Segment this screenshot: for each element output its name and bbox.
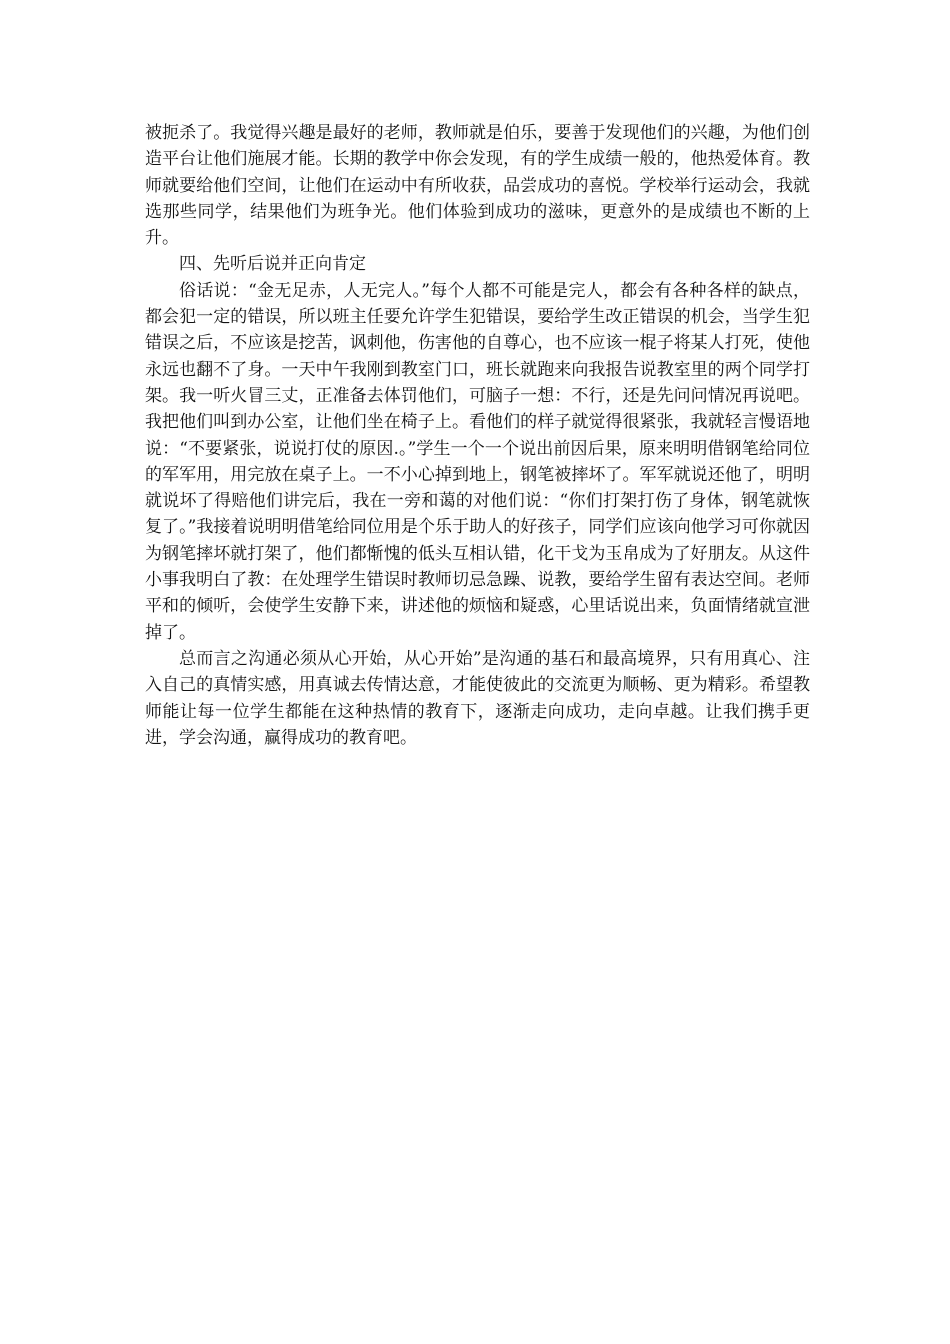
- section-heading-4: 四、先听后说并正向肯定: [179, 254, 366, 275]
- document-body: [145, 120, 810, 751]
- paragraph-conclusion: 总而言之沟通必须从心开始，从心开始”是沟通的基石和最高境界，只有用真心、注入自己的真情实感，用真诚去传情达意，才能使彼此的交流更为顺畅、更为精彩。希望教师能让每一位学生都能在这种热情的教育下，逐渐走向成功，走向卓越。让我们携手更进，学会沟通，赢得成功的教育吧。: [145, 648, 810, 748]
- paragraph-listen-first: 俗话说：“金无足赤，人无完人。”每个人都不可能是完人，都会有各种各样的缺点，都会犯一定的错误，所以班主任要允许学生犯错误，要给学生改正错误的机会，当学生犯错误之后，不应该是挖苦，讽刺他，伤害他的自尊心，也不应该一棍子将某人打死，使他永远也翻不了身。一天中午我刚到教室门口，班长就跑来向我报告说教室里的两个同学打架。我一听火冒三丈，正准备去体罚他们，可脑子一想：不行，还是先问问情况再说吧。我把他们叫到办公室，让他们坐在椅子上。看他们的样子就觉得很紧张，我就轻言慢语地说：“不要紧张，说说打仗的原因.。”学生一个一个说出前因后果，原来明明借钢笔给同位的军军用，用完放在桌子上。一不小心掉到地上，钢笔被摔坏了。军军就说还他了，明明就说坏了得赔他们讲完后，我在一旁和蔼的对他们说：“你们打架打伤了身体，钢笔就恢复了。”我接着说明明借笔给同位用是个乐于助人的好孩子，同学们应该向他学习可你就因为钢笔摔坏就打架了，他们都惭愧的低头互相认错，化干戈为玉帛成为了好朋友。从这件小事我明白了教：在处理学生错误时教师切忌急躁、说教，要给学生留有表达空间。老师平和的倾听，会使学生安静下来，讲述他的烦恼和疑惑，心里话说出来，负面情绪就宣泄掉了。: [145, 280, 810, 643]
- paragraph-interest-continuation: 被扼杀了。我觉得兴趣是最好的老师，教师就是伯乐，要善于发现他们的兴趣，为他们创造平台让他们施展才能。长期的教学中你会发现，有的学生成绩一般的，他热爱体育。教师就要给他们空间，让他们在运动中有所收获，品尝成功的喜悦。学校举行运动会，我就选那些同学，结果他们为班争光。他们体验到成功的滋味，更意外的是成绩也不断的上升。: [145, 123, 810, 249]
